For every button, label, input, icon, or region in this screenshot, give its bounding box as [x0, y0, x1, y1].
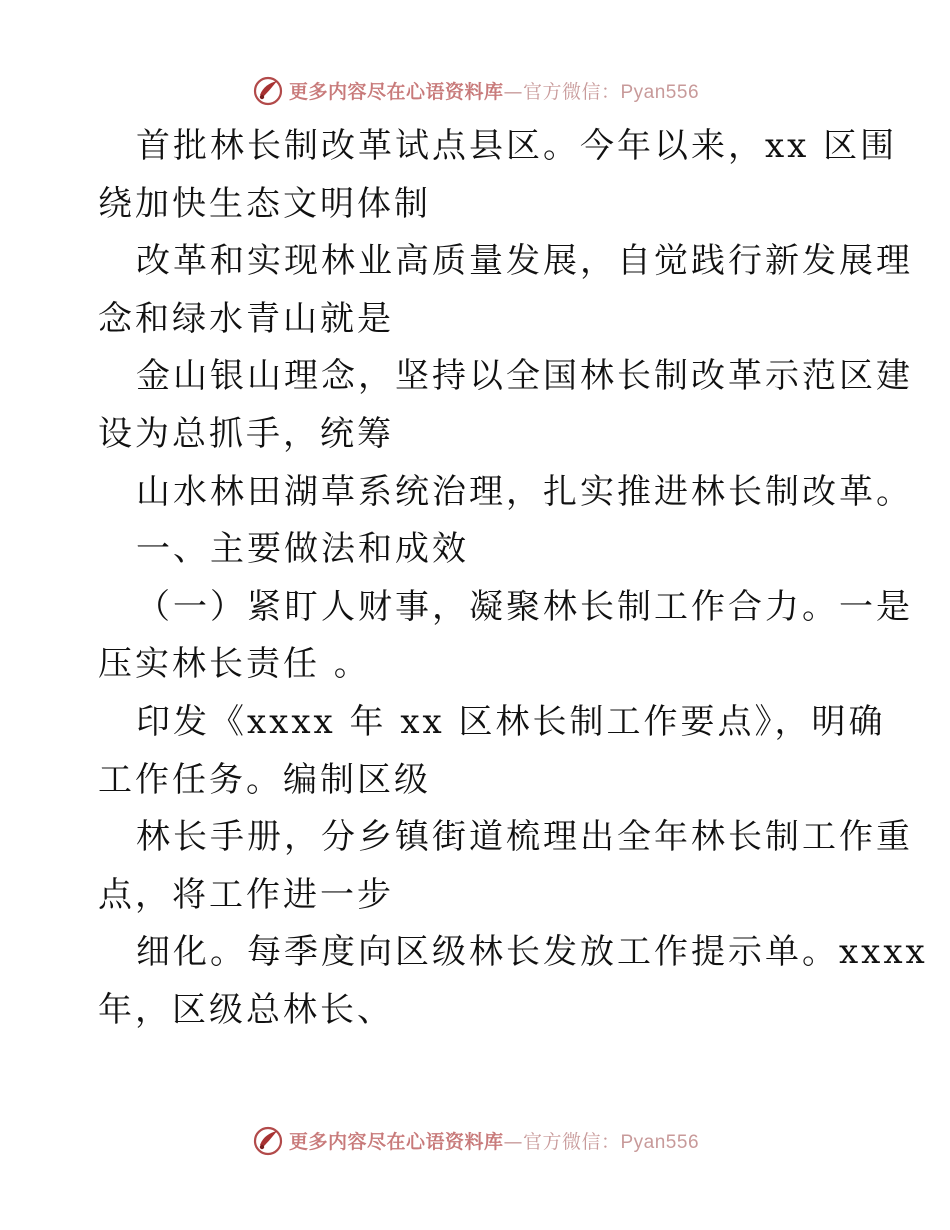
body-line: 林长手册，分乡镇街道梳理出全年林长制工作重 [136, 817, 913, 858]
ink-brush-logo-icon [251, 73, 285, 107]
footer-watermark [0, 1122, 950, 1158]
body-line: 工作任务。编制区级 [98, 759, 431, 800]
body-line: （一）紧盯人财事，凝聚林长制工作合力。一是 [136, 586, 913, 627]
body-line: 首批林长制改革试点县区。今年以来，xx 区围 [136, 126, 898, 166]
watermark-brand: 更多内容尽在心语资料库 [288, 80, 504, 103]
watermark-wechat-label: 官方微信： [522, 1130, 621, 1153]
body-line: 印发《xxxx 年 xx 区林长制工作要点》，明确 [136, 701, 886, 742]
body-line: 改革和实现林业高质量发展，自觉践行新发展理 [136, 241, 913, 282]
header-watermark [0, 72, 950, 108]
watermark-wechat-id: Pyan556 [620, 1131, 700, 1153]
ink-brush-logo-icon [251, 1123, 285, 1157]
body-line: 点，将工作进一步 [98, 874, 394, 915]
body-line: 压实林长责任 。 [98, 644, 371, 685]
watermark-wechat-id: Pyan556 [620, 81, 700, 103]
body-line: 一、主要做法和成效 [136, 529, 469, 570]
watermark-text [289, 1127, 699, 1154]
watermark-wechat-label: 官方微信： [522, 80, 621, 103]
body-line: 年，区级总林长、 [98, 989, 394, 1030]
watermark-separator: — [503, 80, 523, 103]
body-line: 绕加快生态文明体制 [98, 183, 431, 224]
body-line: 山水林田湖草系统治理，扎实推进林长制改革。 [136, 471, 913, 512]
body-line: 念和绿水青山就是 [98, 298, 394, 339]
watermark-inner [251, 1123, 699, 1157]
body-line: 设为总抓手，统筹 [98, 413, 394, 454]
watermark-inner [251, 73, 699, 107]
watermark-brand: 更多内容尽在心语资料库 [288, 1130, 504, 1153]
watermark-separator: — [503, 1130, 523, 1153]
body-line: 细化。每季度向区级林长发放工作提示单。xxxx [136, 932, 928, 973]
document-body [98, 118, 928, 1040]
body-line: 金山银山理念，坚持以全国林长制改革示范区建 [136, 356, 913, 397]
watermark-text [289, 77, 699, 104]
